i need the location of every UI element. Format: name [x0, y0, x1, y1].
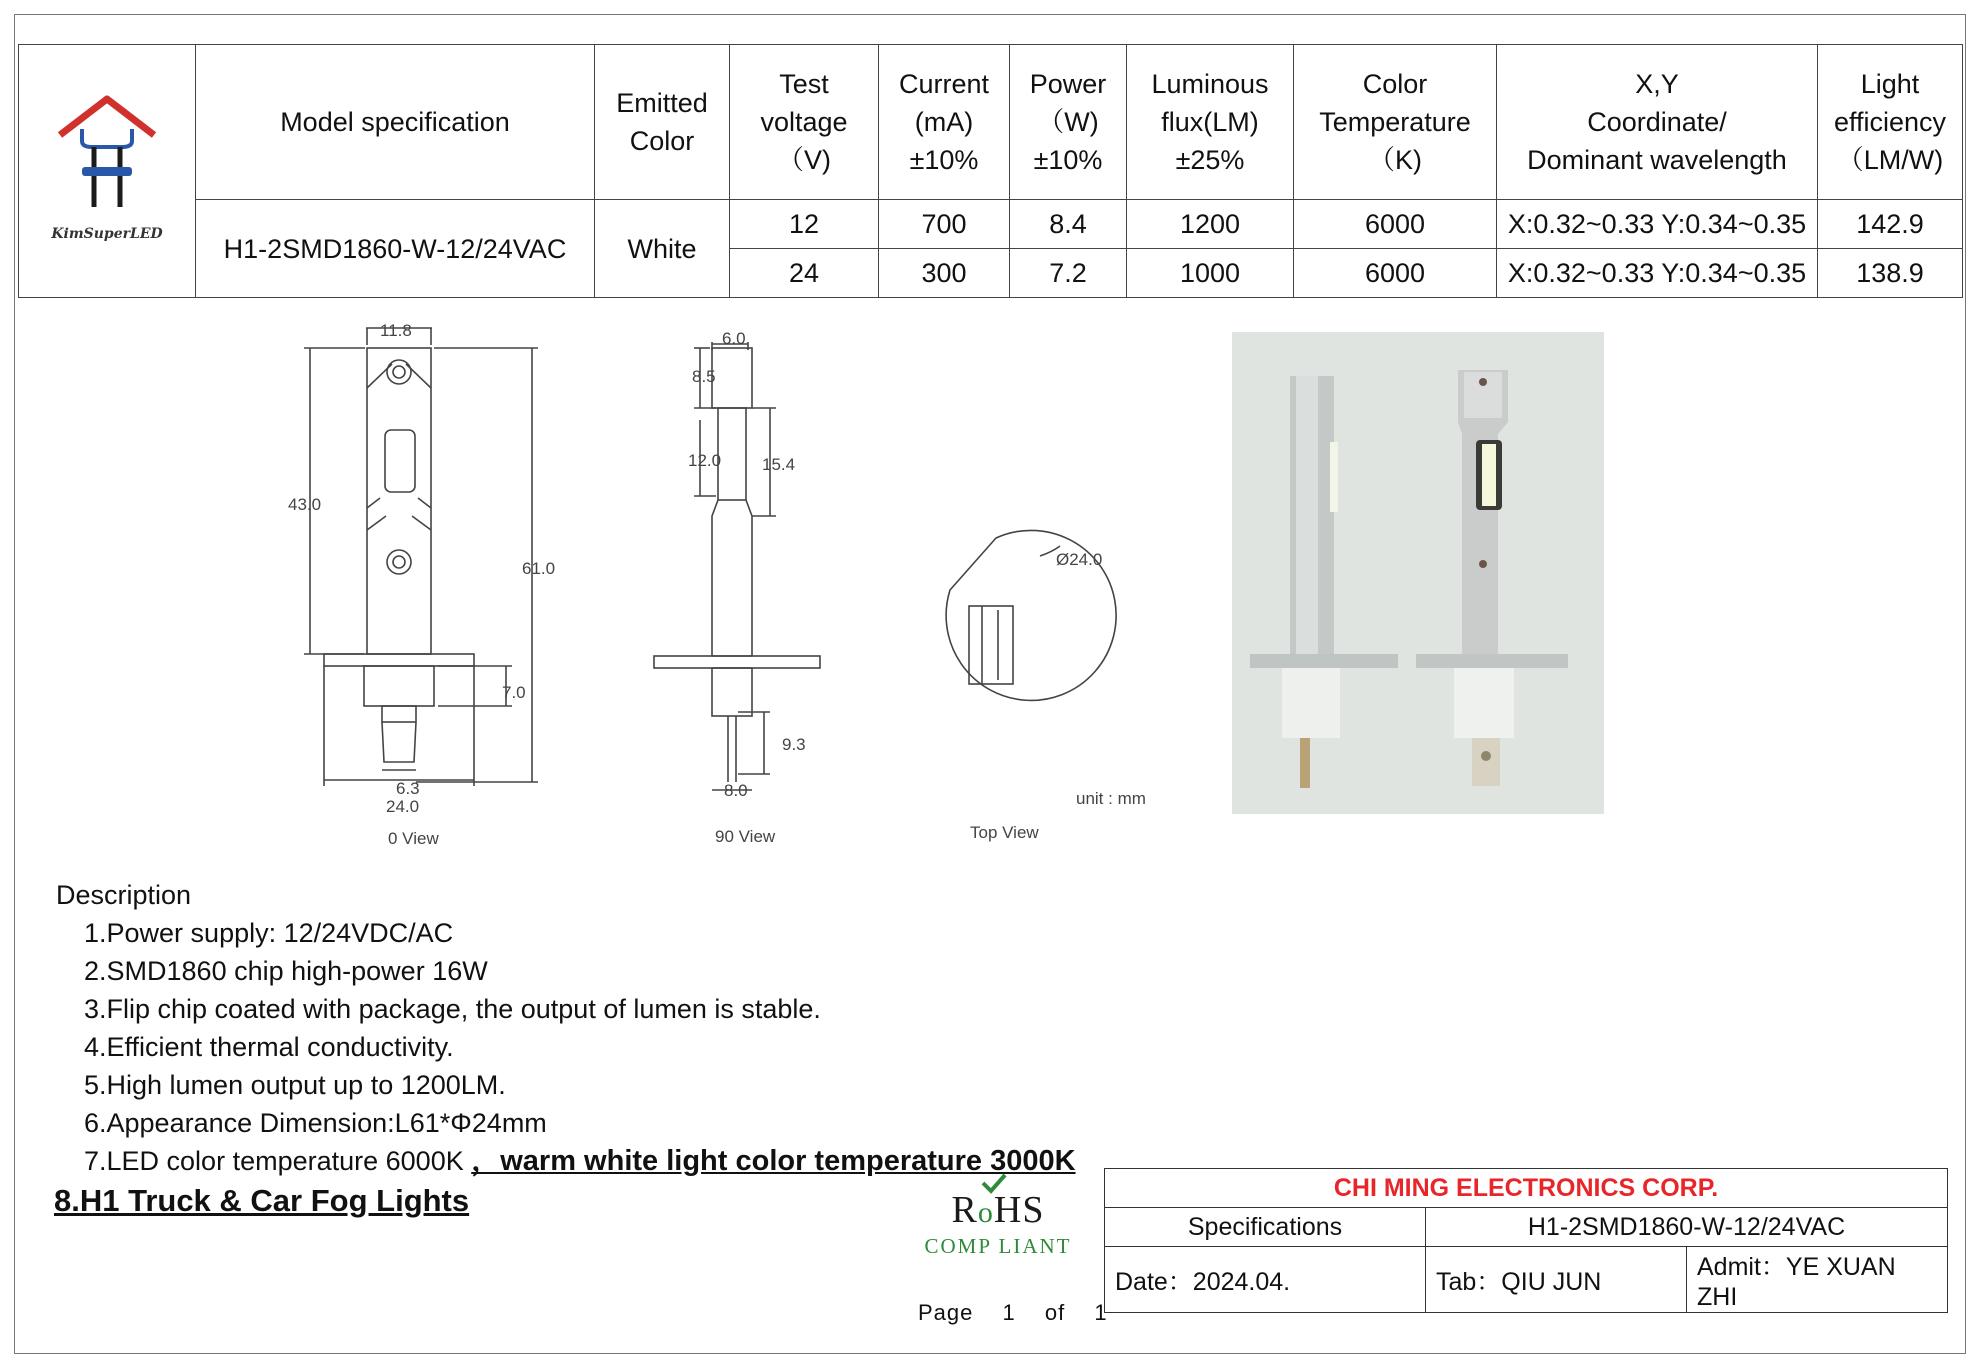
cell-current: 300 [879, 249, 1010, 298]
header-line: efficiency [1833, 107, 1947, 137]
cell-color: White [595, 200, 730, 298]
zero-view-dims [288, 321, 555, 848]
header-line: （W) [1037, 107, 1099, 137]
header-line: flux(LM) [1161, 107, 1259, 137]
dim-11-8: 11.8 [380, 321, 412, 340]
header-line: Light [1860, 69, 1920, 99]
header-light-efficiency [1818, 45, 1963, 200]
header-line: （LM/W) [1836, 145, 1944, 175]
table-row [19, 200, 1963, 249]
dim-9-3: 9.3 [782, 735, 806, 754]
list-item: 5.High lumen output up to 1200LM. [84, 1070, 506, 1100]
header-model: Model specification [196, 45, 595, 200]
logo-cell [19, 45, 196, 298]
checkmark-icon [980, 1172, 1008, 1194]
dim-15-4: 15.4 [762, 455, 796, 474]
header-line: Dominant wavelength [1527, 145, 1787, 175]
rohs-hs: HS [993, 1189, 1045, 1231]
rohs-r: R [951, 1189, 978, 1231]
rohs-mark [918, 1188, 1078, 1259]
header-current [879, 45, 1010, 200]
cell-flux: 1000 [1127, 249, 1294, 298]
header-power [1010, 45, 1127, 200]
cell-voltage: 12 [730, 200, 879, 249]
header-line: X,Y [1635, 69, 1679, 99]
dim-43-0: 43.0 [288, 495, 322, 514]
cell-efficiency: 142.9 [1818, 200, 1963, 249]
technical-drawing [260, 320, 1190, 860]
list-item: 1.Power supply: 12/24VDC/AC [84, 918, 454, 948]
cell-efficiency: 138.9 [1818, 249, 1963, 298]
header-line: Coordinate/ [1587, 107, 1727, 137]
rohs-word [918, 1188, 1078, 1232]
page-of: of [1044, 1300, 1066, 1325]
product-photo [1232, 332, 1604, 814]
header-line: Temperature [1319, 107, 1471, 137]
dim-diameter: Ø24.0 [1056, 550, 1103, 569]
cell-xy: X:0.32~0.33 Y:0.34~0.35 [1497, 200, 1818, 249]
title-block [1104, 1168, 1948, 1313]
cell-xy: X:0.32~0.33 Y:0.34~0.35 [1497, 249, 1818, 298]
ninety-view-dims [688, 329, 806, 846]
header-line: Current [898, 69, 990, 99]
cell-power: 8.4 [1010, 200, 1127, 249]
tab-field: Tab：QIU JUN [1426, 1247, 1687, 1313]
header-line: ±25% [1175, 145, 1245, 175]
list-item: 6.Appearance Dimension:L61*Φ24mm [84, 1108, 547, 1138]
dim-12-0: 12.0 [688, 451, 722, 470]
ninety-view-label: 90 View [715, 827, 776, 846]
header-line: Color [629, 126, 695, 156]
header-color-temperature [1294, 45, 1497, 200]
date-field: Date：2024.04. [1105, 1247, 1426, 1313]
header-line: Luminous [1151, 69, 1269, 99]
page-total: 1 [1094, 1300, 1108, 1325]
header-line: voltage [760, 107, 848, 137]
item7-text: 7.LED color temperature 6000K [84, 1146, 464, 1176]
header-luminous-flux [1127, 45, 1294, 200]
header-line: ±10% [1033, 145, 1103, 175]
description-title: Description [56, 880, 192, 910]
page-label: Page [918, 1300, 974, 1325]
company-name: CHI MING ELECTRONICS CORP. [1105, 1169, 1948, 1208]
list-item-fog: 8.H1 Truck & Car Fog Lights [54, 1183, 470, 1218]
list-item: 4.Efficient thermal conductivity. [84, 1032, 454, 1062]
dim-6-0: 6.0 [722, 329, 746, 348]
item7-warm-text: ，warm white light color temperature 3000K [471, 1145, 1076, 1177]
spec-table [18, 44, 1963, 298]
cell-current: 700 [879, 200, 1010, 249]
cell-voltage: 24 [730, 249, 879, 298]
cell-flux: 1200 [1127, 200, 1294, 249]
table-header-row [19, 45, 1963, 200]
dim-24-0: 24.0 [386, 797, 420, 816]
header-line: Power [1029, 69, 1107, 99]
header-test-voltage [730, 45, 879, 200]
header-line: Color [1362, 69, 1428, 99]
list-item: 3.Flip chip coated with package, the output of lumen is stable. [84, 994, 821, 1024]
dim-8-0: 8.0 [724, 781, 748, 800]
page-current: 1 [1002, 1300, 1016, 1325]
header-line: (mA) [914, 107, 974, 137]
header-xy-coordinate [1497, 45, 1818, 200]
zero-view-label: 0 View [388, 829, 439, 848]
dim-8-5: 8.5 [692, 367, 716, 386]
header-line: （K) [1368, 145, 1422, 175]
specifications-value: H1-2SMD1860-W-12/24VAC [1426, 1208, 1948, 1247]
dim-61-0: 61.0 [522, 559, 556, 578]
logo-name: KimSuperLED [51, 226, 163, 242]
header-line: Test [779, 69, 829, 99]
cell-power: 7.2 [1010, 249, 1127, 298]
header-line: （V) [777, 145, 831, 175]
unit-label: unit : mm [1076, 789, 1146, 808]
list-item: 2.SMD1860 chip high-power 16W [84, 956, 488, 986]
header-emitted-color [595, 45, 730, 200]
header-line: ±10% [909, 145, 979, 175]
description-list [56, 914, 1076, 1180]
dim-6-3: 6.3 [396, 779, 420, 798]
cell-model: H1-2SMD1860-W-12/24VAC [196, 200, 595, 298]
rohs-compliant: COMP LIANT [924, 1234, 1072, 1258]
rohs-o: o [977, 1196, 994, 1229]
specifications-label: Specifications [1105, 1208, 1426, 1247]
top-view-label: Top View [970, 823, 1039, 842]
cell-cct: 6000 [1294, 249, 1497, 298]
description [56, 876, 1076, 1220]
cell-cct: 6000 [1294, 200, 1497, 249]
list-item [84, 1142, 1076, 1180]
kimsuperled-logo-icon [52, 89, 162, 209]
header-line: Emitted [616, 88, 708, 118]
dim-7-0: 7.0 [502, 683, 526, 702]
ninety-view-drawing [654, 342, 820, 790]
admit-field: Admit：YE XUAN ZHI [1687, 1247, 1948, 1313]
zero-view-drawing [304, 328, 538, 786]
page-number [918, 1300, 1130, 1326]
